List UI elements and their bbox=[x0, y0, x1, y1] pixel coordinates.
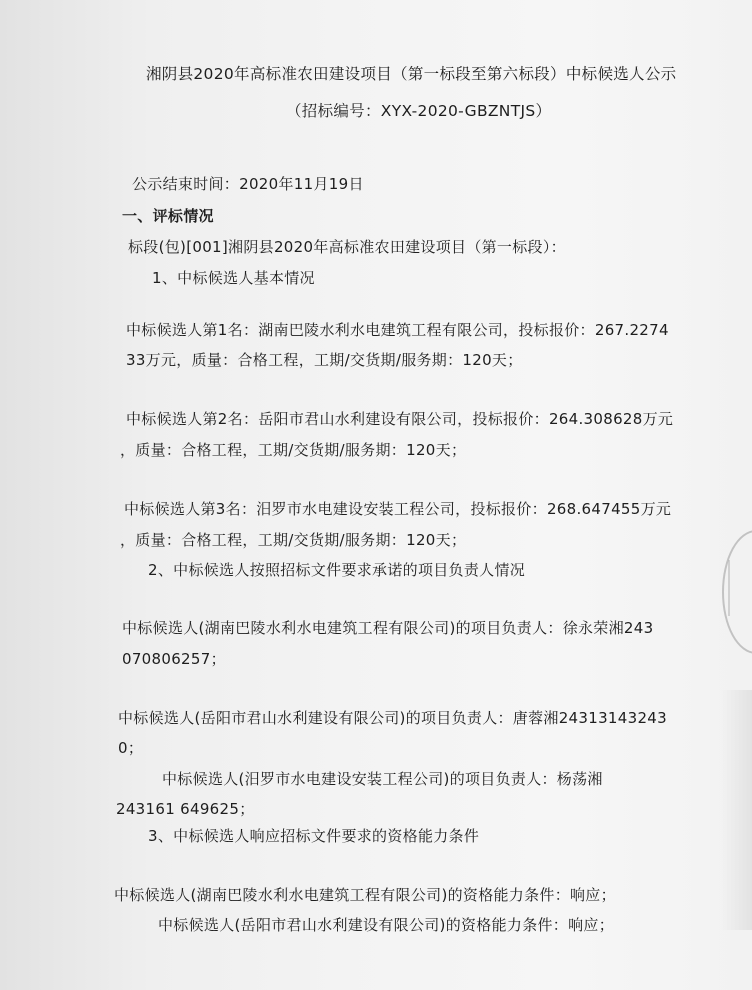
qualification-1: 中标候选人(湖南巴陵水利水电建筑工程有限公司)的资格能力条件：响应； bbox=[114, 886, 616, 904]
candidate-2-line-1: 中标候选人第2名：岳阳市君山水利建设有限公司，投标报价：264.308628万元 bbox=[126, 410, 674, 428]
manager-3-line-1: 中标候选人(汨罗市水电建设安装工程公司)的项目负责人：杨荡湘 bbox=[162, 770, 603, 788]
tender-number: （招标编号：XYX-2020-GBZNTJS） bbox=[286, 102, 552, 120]
document-title: 湘阴县2020年高标准农田建设项目（第一标段至第六标段）中标候选人公示 bbox=[146, 65, 677, 83]
subsection-heading-qualifications: 3、中标候选人响应招标文件要求的资格能力条件 bbox=[148, 827, 480, 845]
manager-1-line-1: 中标候选人(湖南巴陵水利水电建筑工程有限公司)的项目负责人：徐永荣湘243 bbox=[122, 619, 654, 637]
candidate-1-line-1: 中标候选人第1名：湖南巴陵水利水电建筑工程有限公司，投标报价：267.2274 bbox=[126, 321, 669, 339]
publicity-end-time: 公示结束时间：2020年11月19日 bbox=[132, 175, 364, 193]
scan-edge-shadow bbox=[720, 690, 752, 930]
lot-line: 标段(包)[001]湘阴县2020年高标准农田建设项目（第一标段）： bbox=[128, 238, 566, 256]
subsection-heading-managers: 2、中标候选人按照招标文件要求承诺的项目负责人情况 bbox=[148, 561, 526, 579]
candidate-3-line-2: ，质量：合格工程，工期/交货期/服务期：120天； bbox=[120, 531, 467, 549]
candidate-2-line-2: ，质量：合格工程，工期/交货期/服务期：120天； bbox=[120, 441, 467, 459]
candidate-1-line-2: 33万元，质量：合格工程，工期/交货期/服务期：120天； bbox=[126, 351, 523, 369]
section-heading-evaluation: 一、评标情况 bbox=[122, 207, 214, 225]
manager-2-line-1: 中标候选人(岳阳市君山水利建设有限公司)的项目负责人：唐蓉湘24313143243 bbox=[118, 709, 667, 727]
qualification-2: 中标候选人(岳阳市君山水利建设有限公司)的资格能力条件：响应； bbox=[158, 916, 615, 934]
subsection-heading-basic-info: 1、中标候选人基本情况 bbox=[152, 269, 315, 287]
manager-3-line-2: 243161 649625； bbox=[116, 800, 255, 818]
manager-2-line-2: 0； bbox=[118, 739, 144, 757]
candidate-3-line-1: 中标候选人第3名：汨罗市水电建设安装工程公司，投标报价：268.647455万元 bbox=[124, 500, 672, 518]
stamp-mark bbox=[728, 560, 750, 616]
manager-1-line-2: 070806257； bbox=[122, 650, 226, 668]
